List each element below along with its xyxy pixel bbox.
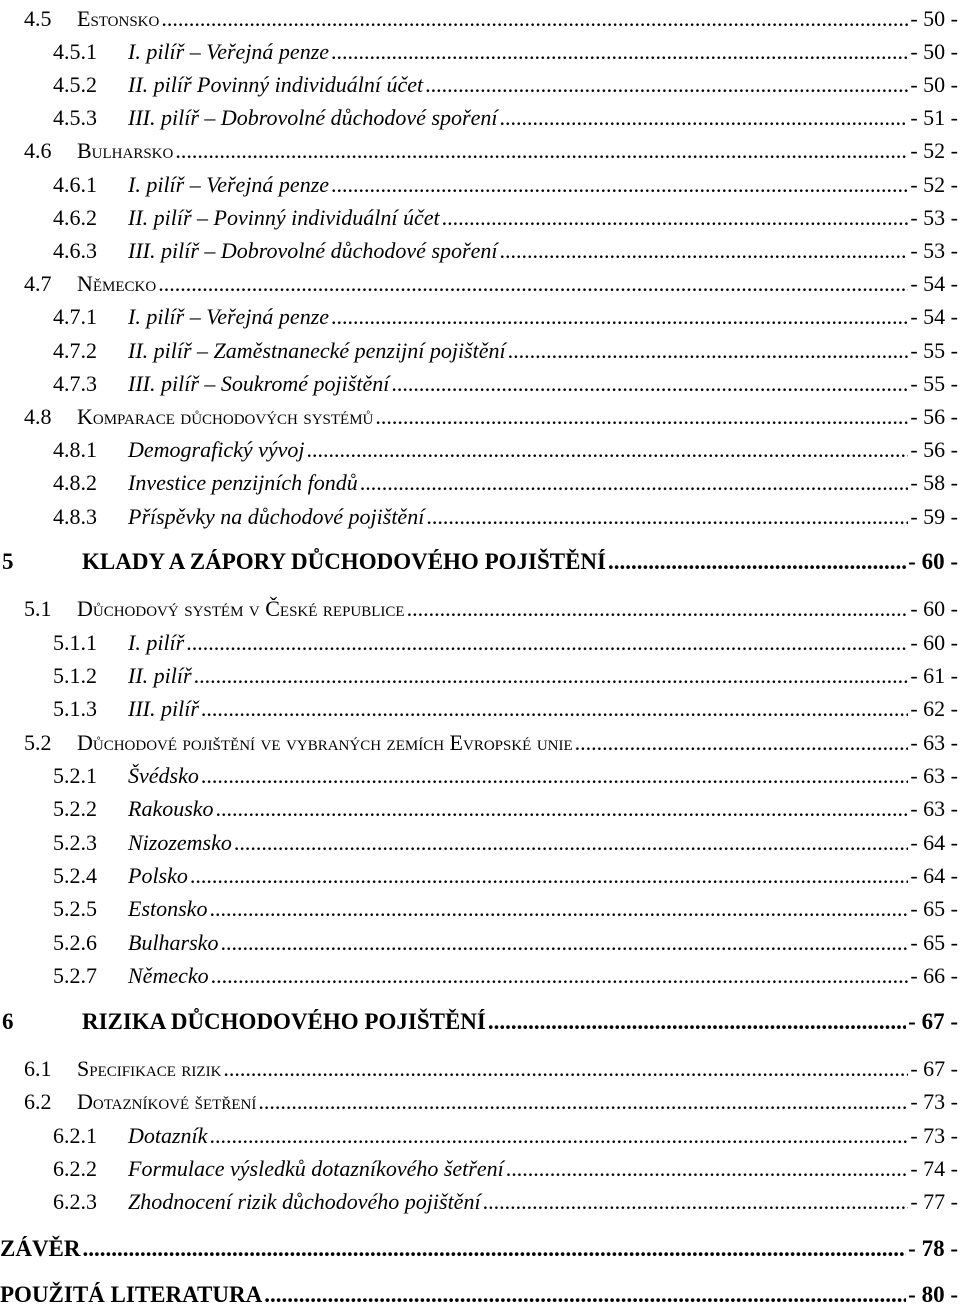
toc-entry-page: - 77 - — [910, 1189, 958, 1214]
toc-entry[interactable] — [0, 590, 958, 622]
toc-entry-page: - 63 - — [910, 730, 958, 755]
dot-leader — [407, 596, 909, 622]
toc-entry-number: 4.6.3 — [53, 238, 97, 263]
toc-entry[interactable] — [0, 724, 958, 756]
toc-entry-page: - 67 - — [910, 1056, 958, 1081]
toc-entry-title: Švédsko — [128, 763, 199, 788]
toc-entry-title: Důchodový systém v České republice — [77, 596, 405, 621]
toc-entry-title: KLADY A ZÁPORY DŮCHODOVÉHO POJIŠTĚNÍ — [82, 549, 606, 574]
toc-entry-page: - 54 - — [910, 271, 958, 296]
toc-entry[interactable] — [0, 1003, 958, 1035]
toc-entry-title: I. pilíř – Veřejná penze — [128, 39, 330, 64]
toc-entry-title: Německo — [128, 963, 209, 988]
toc-entry-page: - 58 - — [910, 470, 958, 495]
dot-leader — [307, 437, 909, 463]
toc-entry-page: - 63 - — [910, 796, 958, 821]
toc-entry-number: 5.1.3 — [53, 696, 97, 721]
toc-entry-title: Demografický vývoj — [128, 437, 305, 462]
toc-entry-title: Formulace výsledků dotazníkového šetření — [128, 1156, 504, 1181]
toc-entry-page: - 60 - — [910, 596, 958, 621]
toc-entry-page: - 55 - — [910, 371, 958, 396]
toc-entry-page: - 56 - — [910, 437, 958, 462]
toc-entry-title: Polsko — [128, 863, 188, 888]
toc-entry-title: III. pilíř — [128, 696, 199, 721]
toc-entry-title: III. pilíř – Dobrovolné důchodové spoření — [128, 238, 498, 263]
toc-entry-title: II. pilíř — [128, 663, 192, 688]
toc-entry-page: - 60 - — [908, 549, 958, 574]
toc-entry-number: 4.7.1 — [53, 304, 97, 329]
dot-leader — [360, 470, 909, 496]
toc-entry[interactable] — [0, 99, 958, 131]
toc-entry[interactable] — [0, 957, 958, 989]
toc-entry[interactable] — [0, 543, 958, 575]
toc-entry[interactable] — [0, 1276, 958, 1308]
toc-entry-number: 4.8.2 — [53, 470, 97, 495]
toc-entry-number: 5.1.2 — [53, 663, 97, 688]
toc-entry-number: 4.8.3 — [53, 504, 97, 529]
toc-entry-page: - 50 - — [910, 72, 958, 97]
toc-entry-number: 5.1 — [24, 596, 52, 621]
toc-entry-title: Důchodové pojištění ve vybraných zemích Evropské unie — [77, 730, 573, 755]
dot-leader — [499, 238, 908, 264]
dot-leader — [158, 271, 908, 297]
toc-entry-title: Příspěvky na důchodové pojištění — [128, 504, 425, 529]
toc-entry[interactable] — [0, 33, 958, 65]
toc-entry[interactable] — [0, 199, 958, 231]
toc-entry-title: Zhodnocení rizik důchodového pojištění — [128, 1189, 481, 1214]
dot-leader — [220, 930, 908, 956]
toc-entry-page: - 73 - — [910, 1123, 958, 1148]
toc-entry-number: 6.2.1 — [53, 1123, 97, 1148]
toc-entry[interactable] — [0, 365, 958, 397]
toc-entry-page: - 55 - — [910, 338, 958, 363]
toc-entry-title: ZÁVĚR — [0, 1236, 81, 1261]
toc-entry-number: 6 — [2, 1009, 14, 1034]
toc-entry-number: 5.2.6 — [53, 930, 97, 955]
dot-leader — [211, 963, 909, 989]
toc-entry-number: 4.6.2 — [53, 205, 97, 230]
toc-entry-title: RIZIKA DŮCHODOVÉHO POJIŠTĚNÍ — [82, 1009, 486, 1034]
toc-entry-page: - 59 - — [910, 504, 958, 529]
dot-leader — [331, 39, 908, 65]
toc-entry-number: 4.6 — [24, 138, 52, 163]
toc-entry[interactable] — [0, 624, 958, 656]
toc-entry-number: 4.7 — [24, 271, 52, 296]
toc-entry-page: - 65 - — [910, 930, 958, 955]
toc-entry-title: Německo — [77, 271, 157, 296]
toc-entry-number: 5.1.1 — [53, 630, 97, 655]
toc-entry-number: 4.7.2 — [53, 338, 97, 363]
dot-leader — [575, 730, 909, 756]
toc-entry-title: I. pilíř – Veřejná penze — [128, 172, 330, 197]
toc-entry-number: 5.2.7 — [53, 963, 97, 988]
toc-entry-title: Investice penzijních fondů — [128, 470, 358, 495]
dot-leader — [426, 504, 908, 530]
toc-entry-number: 5.2.1 — [53, 763, 97, 788]
toc-entry-number: 4.5.1 — [53, 39, 97, 64]
toc-entry-page: - 67 - — [908, 1009, 958, 1034]
toc-entry[interactable] — [0, 265, 958, 297]
toc-entry-page: - 60 - — [910, 630, 958, 655]
dot-leader — [499, 105, 908, 131]
toc-entry-number: 6.2 — [24, 1089, 52, 1114]
toc-entry-number: 6.1 — [24, 1056, 52, 1081]
toc-entry[interactable] — [0, 790, 958, 822]
dot-leader — [161, 6, 908, 32]
toc-entry-number: 4.5 — [24, 6, 52, 31]
toc-entry[interactable] — [0, 690, 958, 722]
toc-entry[interactable] — [0, 657, 958, 689]
toc-entry-title: Estonsko — [77, 6, 160, 31]
dot-leader — [488, 1009, 906, 1035]
toc-entry-number: 5.2.5 — [53, 896, 97, 921]
toc-entry[interactable] — [0, 1230, 958, 1262]
dot-leader — [483, 1189, 909, 1215]
dot-leader — [264, 1282, 906, 1308]
toc-entry-page: - 78 - — [908, 1236, 958, 1261]
dot-leader — [375, 404, 908, 430]
dot-leader — [190, 863, 908, 889]
dot-leader — [201, 763, 908, 789]
toc-entry-page: - 65 - — [910, 896, 958, 921]
toc-entry-title: Nizozemsko — [128, 830, 232, 855]
toc-entry-page: - 73 - — [910, 1089, 958, 1114]
toc-entry-page: - 52 - — [910, 138, 958, 163]
dot-leader — [258, 1089, 908, 1115]
toc-entry-title: II. pilíř – Zaměstnanecké penzijní pojištění — [128, 338, 506, 363]
toc-entry-number: 4.8 — [24, 404, 52, 429]
dot-leader — [442, 205, 909, 231]
toc-entry[interactable] — [0, 398, 958, 430]
toc-entry-number: 5.2 — [24, 730, 52, 755]
toc-entry[interactable] — [0, 1150, 958, 1182]
toc-entry[interactable] — [0, 757, 958, 789]
toc-entry[interactable] — [0, 1183, 958, 1215]
toc-entry[interactable] — [0, 431, 958, 463]
dot-leader — [234, 830, 908, 856]
toc-entry[interactable] — [0, 464, 958, 496]
toc-entry-page: - 56 - — [910, 404, 958, 429]
toc-entry-number: 5.2.2 — [53, 796, 97, 821]
toc-entry[interactable] — [0, 66, 958, 98]
toc-entry[interactable] — [0, 1050, 958, 1082]
toc-entry-number: 5.2.4 — [53, 863, 97, 888]
toc-entry-number: 4.6.1 — [53, 172, 97, 197]
toc-entry-number: 5 — [2, 549, 14, 574]
toc-entry-title: I. pilíř – Veřejná penze — [128, 304, 330, 329]
dot-leader — [83, 1236, 907, 1262]
toc-entry[interactable] — [0, 857, 958, 889]
dot-leader — [216, 796, 909, 822]
toc-entry-title: II. pilíř – Povinný individuální účet — [128, 205, 440, 230]
toc-entry-page: - 62 - — [910, 696, 958, 721]
toc-entry-title: Bulharsko — [128, 930, 219, 955]
toc-entry-page: - 53 - — [910, 238, 958, 263]
toc-entry-title: Specifikace rizik — [77, 1056, 222, 1081]
toc-entry-page: - 63 - — [910, 763, 958, 788]
dot-leader — [425, 72, 908, 98]
dot-leader — [209, 1123, 908, 1149]
toc-entry[interactable] — [0, 298, 958, 330]
toc-entry[interactable] — [0, 232, 958, 264]
toc-entry-title: I. pilíř — [128, 630, 185, 655]
toc-entry-title: Komparace důchodových systémů — [77, 404, 374, 429]
toc-entry-number: 4.5.2 — [53, 72, 97, 97]
toc-entry[interactable] — [0, 1117, 958, 1149]
toc-entry[interactable] — [0, 132, 958, 164]
toc-entry-page: - 52 - — [910, 172, 958, 197]
toc-entry-number: 5.2.3 — [53, 830, 97, 855]
toc-entry-title: Dotazníkové šetření — [77, 1089, 257, 1114]
toc-entry-page: - 51 - — [910, 105, 958, 130]
toc-entry-page: - 50 - — [910, 39, 958, 64]
toc-entry-number: 4.7.3 — [53, 371, 97, 396]
toc-entry[interactable] — [0, 924, 958, 956]
toc-entry-number: 6.2.3 — [53, 1189, 97, 1214]
dot-leader — [391, 371, 908, 397]
dot-leader — [194, 663, 909, 689]
toc-entry[interactable] — [0, 0, 958, 32]
toc-entry-title: Estonsko — [128, 896, 208, 921]
toc-entry-page: - 66 - — [910, 963, 958, 988]
toc-entry-page: - 80 - — [908, 1282, 958, 1307]
dot-leader — [175, 138, 908, 164]
toc-entry-number: 6.2.2 — [53, 1156, 97, 1181]
dot-leader — [331, 304, 908, 330]
toc-entry-title: II. pilíř Povinný individuální účet — [128, 72, 424, 97]
toc-entry[interactable] — [0, 1083, 958, 1115]
toc-entry-page: - 61 - — [910, 663, 958, 688]
toc-entry-title: III. pilíř – Dobrovolné důchodové spoření — [128, 105, 498, 130]
toc-entry[interactable] — [0, 890, 958, 922]
toc-entry-page: - 74 - — [910, 1156, 958, 1181]
toc-entry-title: Bulharsko — [77, 138, 174, 163]
dot-leader — [331, 172, 908, 198]
toc-entry-page: - 50 - — [910, 6, 958, 31]
toc-entry-title: Dotazník — [128, 1123, 208, 1148]
dot-leader — [209, 896, 908, 922]
toc-entry[interactable] — [0, 166, 958, 198]
dot-leader — [608, 549, 906, 575]
toc-entry-page: - 54 - — [910, 304, 958, 329]
toc-entry-number: 4.5.3 — [53, 105, 97, 130]
dot-leader — [223, 1056, 908, 1082]
dot-leader — [506, 1156, 909, 1182]
dot-leader — [201, 696, 908, 722]
toc-entry-page: - 53 - — [910, 205, 958, 230]
dot-leader — [508, 338, 909, 364]
toc-entry-page: - 64 - — [910, 863, 958, 888]
toc-entry-number: 4.8.1 — [53, 437, 97, 462]
toc-entry-title: Rakousko — [128, 796, 214, 821]
toc-entry[interactable] — [0, 332, 958, 364]
toc-entry-title: POUŽITÁ LITERATURA — [0, 1282, 263, 1307]
dot-leader — [186, 630, 908, 656]
toc-entry[interactable] — [0, 498, 958, 530]
toc-entry[interactable] — [0, 824, 958, 856]
toc-entry-page: - 64 - — [910, 830, 958, 855]
toc-entry-title: III. pilíř – Soukromé pojištění — [128, 371, 390, 396]
